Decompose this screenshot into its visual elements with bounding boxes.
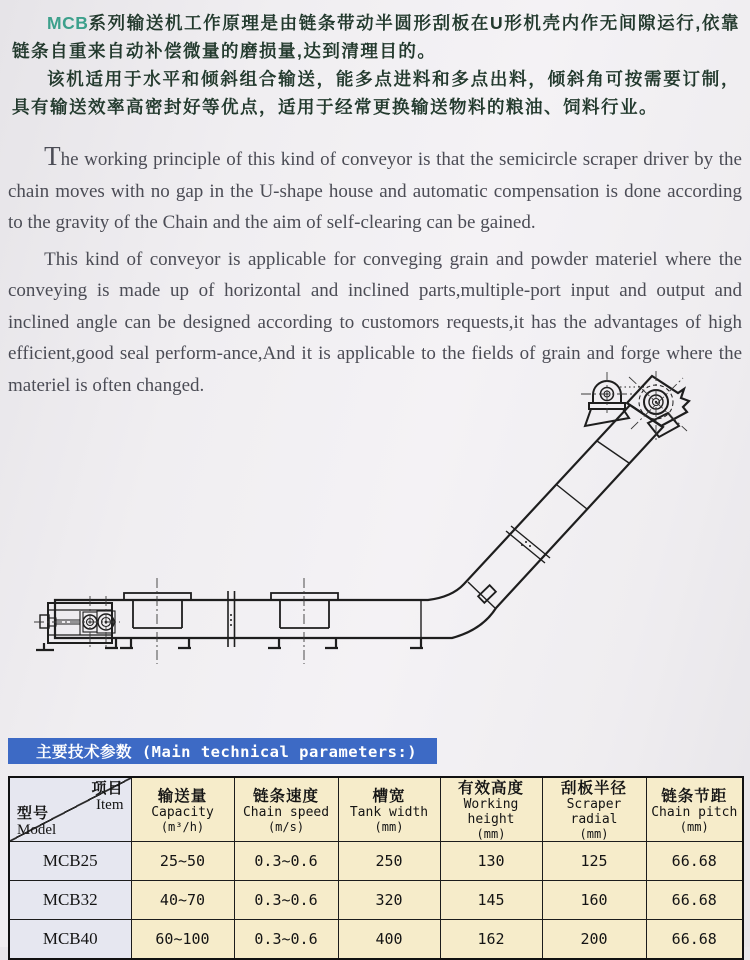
table-row-mcb40 — [9, 920, 743, 959]
parameters-table — [8, 776, 744, 960]
value-cell: 145 — [440, 881, 542, 920]
value-cell: 40~70 — [131, 881, 234, 920]
section-header-title: 主要技术参数 (Main technical parameters:) — [36, 743, 418, 761]
header-cell-working-height: 有效高度 Working height (mm) — [440, 777, 542, 842]
header-cell-model-item — [9, 777, 131, 842]
corner-item-zh: 项目 — [91, 780, 124, 797]
parameters-table-wrapper — [8, 776, 742, 960]
value-cell: 66.68 — [646, 842, 743, 881]
conveyor-duct — [55, 405, 663, 638]
value-cell: 25~50 — [131, 842, 234, 881]
header-cell-tank-width: 槽宽 Tank width (mm) — [338, 777, 440, 842]
value-cell: 320 — [338, 881, 440, 920]
header-cell-scraper-radial: 刮板半径 Scraper radial (mm) — [542, 777, 646, 842]
zh-paragraph-1 — [12, 9, 740, 65]
table-row-mcb25 — [9, 842, 743, 881]
inlet-hopper-2 — [271, 593, 338, 628]
incline-joint-2 — [597, 441, 629, 463]
inlet-hopper-1 — [124, 593, 191, 628]
section-header-bar — [8, 738, 437, 764]
value-cell: 66.68 — [646, 920, 743, 959]
header-cell-chain-pitch: 链条节距 Chain pitch (mm) — [646, 777, 743, 842]
value-cell: 400 — [338, 920, 440, 959]
support-legs — [105, 638, 423, 648]
table-row-mcb32 — [9, 881, 743, 920]
value-cell: 66.68 — [646, 881, 743, 920]
english-description — [8, 141, 742, 401]
value-cell: 160 — [542, 881, 646, 920]
zh-paragraph-1-text: 系列输送机工作原理是由链条带动半圆形刮板在U形机壳内作无间隙运行,依靠链条自重来自动补偿微量的磨损量,达到清理目的。 — [12, 13, 740, 61]
model-cell: MCB32 — [9, 881, 131, 920]
value-cell: 0.3~0.6 — [234, 920, 338, 959]
model-cell: MCB40 — [9, 920, 131, 959]
corner-item-en: Item — [96, 797, 124, 813]
chinese-description — [12, 9, 740, 121]
conveyor-drawing-svg — [0, 365, 750, 695]
zh-paragraph-2: 该机适用于水平和倾斜组合输送，能多点进料和多点出料，倾斜角可按需要订制，具有输送效率高密封好等优点，适用于经常更换输送物料的粮油、饲料行业。 — [12, 69, 740, 117]
inspection-door — [478, 585, 496, 603]
header-cell-capacity: 输送量 Capacity (m³/h) — [131, 777, 234, 842]
corner-model-zh: 型号 — [17, 805, 50, 822]
head-drive-housing — [620, 371, 689, 440]
conveyor-diagram — [0, 365, 750, 695]
value-cell: 0.3~0.6 — [234, 842, 338, 881]
en-paragraph-2: This kind of conveyor is applicable for conveging grain and powder materiel where the conveying is made up of horizontal and inclined parts,multiple-port input and output and inclined angle can be designed according to customors requests,it has the advantages of high efficient,good seal perform-ance,And it is applicable to the fields of grain and forge where the materiel is often changed. — [8, 248, 742, 396]
series-code: MCB — [47, 13, 89, 33]
value-cell: 125 — [542, 842, 646, 881]
drive-motor — [581, 372, 633, 426]
value-cell: 0.3~0.6 — [234, 881, 338, 920]
value-cell: 130 — [440, 842, 542, 881]
model-cell: MCB25 — [9, 842, 131, 881]
header-cell-chain-speed: 链条速度 Chain speed (m/s) — [234, 777, 338, 842]
corner-model-en: Model — [17, 822, 57, 838]
incline-joint-1 — [557, 485, 587, 509]
value-cell: 250 — [338, 842, 440, 881]
en-paragraph-1: The working principle of this kind of conveyor is that the semicircle scraper driver by the chain moves with no gap in the U-shape house and automatic compensation is done according to the gravity of the Chain and the aim of self-clearing can be gained. — [8, 141, 742, 233]
value-cell: 60~100 — [131, 920, 234, 959]
tail-tensioner-unit — [34, 596, 120, 650]
value-cell: 162 — [440, 920, 542, 959]
value-cell: 200 — [542, 920, 646, 959]
